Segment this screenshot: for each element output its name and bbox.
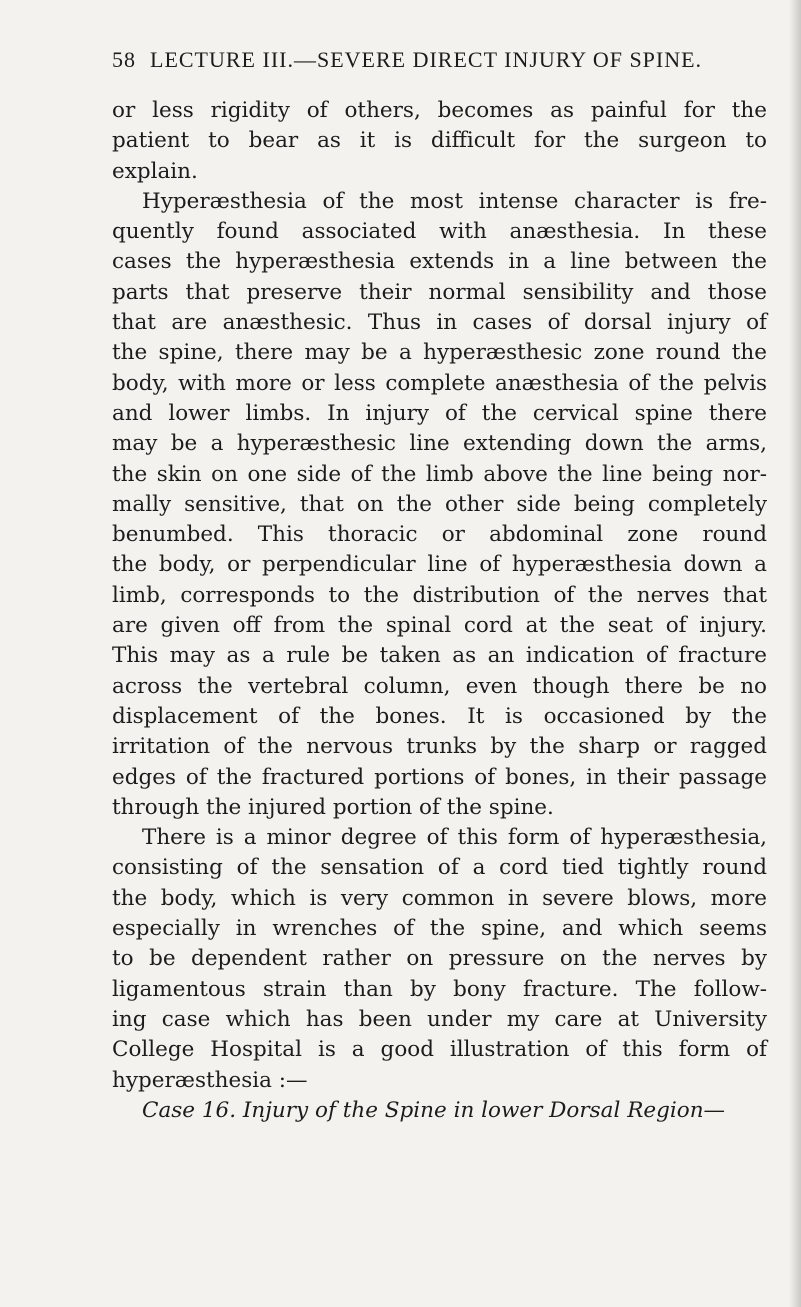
text-line: and lower limbs. In injury of the cervical spine there: [112, 400, 767, 426]
text-line: may be a hyperæsthesic line extending down the arms,: [112, 431, 767, 457]
page-edge-shadow: [789, 0, 801, 1307]
running-title: LECTURE III.—SEVERE DIRECT INJURY OF SPINE.: [150, 47, 703, 72]
text-line: or less rigidity of others, becomes as painful for the: [112, 98, 767, 123]
text-line: Hyperæsthesia of the most intense character is fre-: [142, 188, 767, 214]
text-line: ing case which has been under my care at University: [112, 1006, 767, 1032]
text-line: patient to bear as it is difficult for the surgeon to: [112, 128, 767, 154]
text-line: cases the hyperæsthesia extends in a line between the: [112, 249, 767, 275]
text-line: body, with more or less complete anæsthesia of the pelvis: [112, 370, 767, 396]
text-line: the body, which is very common in severe blows, more: [112, 885, 767, 911]
text-line: College Hospital is a good illustration of this form of: [112, 1037, 767, 1063]
text-line: displacement of the bones. It is occasioned by the: [112, 703, 767, 729]
running-head: [112, 47, 752, 73]
text-line: parts that preserve their normal sensibility and those: [112, 279, 767, 305]
text-line: benumbed. This thoracic or abdominal zone round: [112, 522, 767, 548]
text-line: the skin on one side of the limb above the line being nor-: [112, 461, 767, 487]
text-line: edges of the fractured portions of bones, in their passage: [112, 764, 767, 790]
text-line: explain.: [112, 158, 198, 184]
page-number: 58: [112, 47, 136, 72]
text-line: There is a minor degree of this form of hyperæsthesia,: [142, 825, 767, 851]
text-line: the body, or perpendicular line of hyperæsthesia down a: [112, 552, 767, 578]
text-line: especially in wrenches of the spine, and which seems: [112, 916, 767, 942]
text-line: consisting of the sensation of a cord tied tightly round: [112, 855, 767, 881]
text-line: across the vertebral column, even though there be no: [112, 673, 767, 699]
text-line: to be dependent rather on pressure on the nerves by: [112, 946, 767, 972]
case-number: Case 16.: [142, 1097, 237, 1123]
text-line: that are anæsthesic. Thus in cases of dorsal injury of: [112, 310, 767, 336]
text-line: hyperæsthesia :—: [112, 1067, 308, 1093]
text-line: mally sensitive, that on the other side being completely: [112, 491, 767, 517]
text-line: This may as a rule be taken as an indication of fracture: [112, 643, 767, 669]
text-line: are given off from the spinal cord at the seat of injury.: [112, 613, 767, 639]
text-line: irritation of the nervous trunks by the sharp or ragged: [112, 734, 767, 760]
case-heading: [112, 1096, 767, 1126]
text-line: through the injured portion of the spine.: [112, 794, 554, 820]
text-line: the spine, there may be a hyperæsthesic zone round the: [112, 340, 767, 366]
text-line: ligamentous strain than by bony fracture. The follow-: [112, 976, 767, 1002]
text-line: quently found associated with anæsthesia. In these: [112, 219, 767, 245]
case-title: Injury of the Spine in lower Dorsal Region—: [242, 1097, 726, 1123]
text-line: limb, corresponds to the distribution of the nerves that: [112, 582, 767, 608]
body-text: [112, 96, 767, 1126]
